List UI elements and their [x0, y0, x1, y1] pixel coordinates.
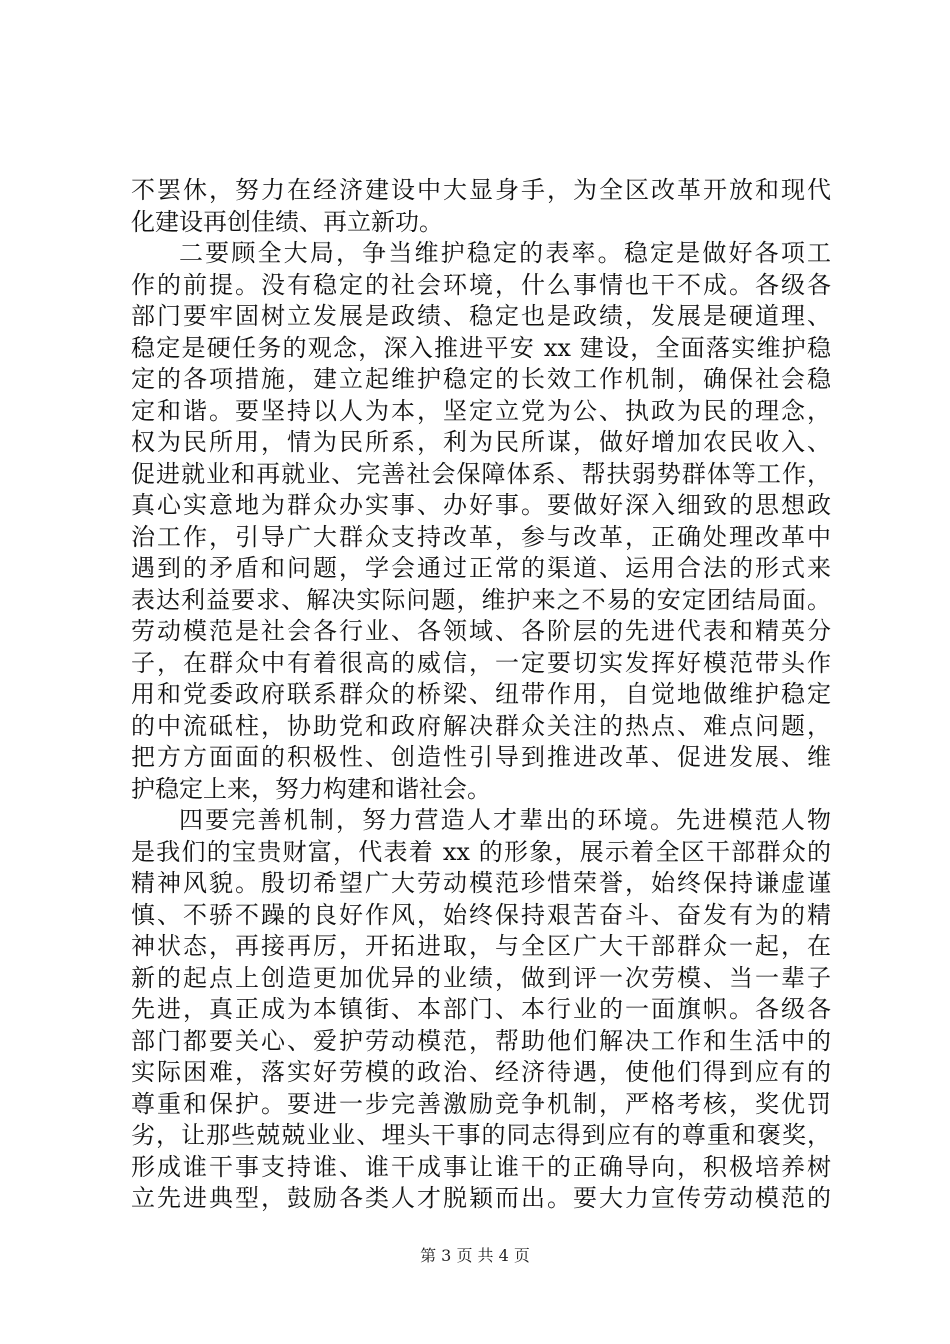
text-line: 的中流砥柱，协助党和政府解决群众关注的热点、难点问题，: [131, 711, 831, 740]
text-line: 形成谁干事支持谁、谁干成事让谁干的正确导向，积极培养树: [131, 1152, 831, 1181]
text-line: 精神风貌。殷切希望广大劳动模范珍惜荣誉，始终保持谦虚谨: [131, 869, 831, 897]
text-line: 部门要牢固树立发展是政绩、稳定也是政绩，发展是硬道理、: [131, 302, 831, 330]
text-line: 定和谐。要坚持以人为本，坚定立党为公、执政为民的理念，: [131, 396, 831, 425]
text-line: 立先进典型，鼓励各类人才脱颖而出。要大力宣传劳动模范的: [131, 1184, 831, 1212]
text-line: 新的起点上创造更加优异的业绩，做到评一次劳模、当一辈子: [131, 963, 831, 992]
text-line: 表达利益要求、解决实际问题，维护来之不易的安定团结局面。: [131, 585, 831, 614]
page-footer: [0, 1246, 950, 1266]
text-line: 用和党委政府联系群众的桥梁、纽带作用，自觉地做维护稳定: [131, 680, 831, 708]
text-line: 把方方面面的积极性、创造性引导到推进改革、促进发展、维: [131, 743, 831, 771]
text-line: 尊重和保护。要进一步完善激励竞争机制，严格考核，奖优罚: [131, 1089, 831, 1118]
text-line: 劳动模范是社会各行业、各领域、各阶层的先进代表和精英分: [131, 617, 831, 645]
text-line: 权为民所用，情为民所系，利为民所谋，做好增加农民收入、: [131, 428, 831, 456]
text-line: 劣，让那些兢兢业业、埋头干事的同志得到应有的尊重和褒奖，: [131, 1121, 831, 1149]
text-line: 神状态，再接再厉，开拓进取，与全区广大干部群众一起，在: [131, 932, 831, 960]
text-line: 实际困难，落实好劳模的政治、经济待遇，使他们得到应有的: [131, 1058, 831, 1086]
text-line: 遇到的矛盾和问题，学会通过正常的渠道、运用合法的形式来: [131, 554, 831, 582]
text-line: 部门都要关心、爱护劳动模范，帮助他们解决工作和生活中的: [131, 1026, 831, 1055]
text-line: 慎、不骄不躁的良好作风，始终保持艰苦奋斗、奋发有为的精: [131, 900, 831, 929]
text-line: 促进就业和再就业、完善社会保障体系、帮扶弱势群体等工作，: [131, 459, 831, 488]
paragraph-start-line: 二要顾全大局，争当维护稳定的表率。稳定是做好各项工: [179, 239, 831, 267]
page-number-label: 第 3 页 共 4 页: [420, 1246, 530, 1265]
paragraph-start-line: 四要完善机制，努力营造人才辈出的环境。先进模范人物: [179, 806, 831, 834]
text-line: 先进，真正成为本镇街、本部门、本行业的一面旗帜。各级各: [131, 995, 831, 1023]
text-line: 稳定是硬任务的观念，深入推进平安 xx 建设，全面落实维护稳: [131, 333, 831, 362]
body-text: [131, 175, 831, 1215]
text-line: 定的各项措施，建立起维护稳定的长效工作机制，确保社会稳: [131, 365, 831, 393]
text-line: 不罢休，努力在经济建设中大显身手，为全区改革开放和现代: [131, 176, 831, 204]
text-line: 治工作，引导广大群众支持改革，参与改革，正确处理改革中: [131, 522, 831, 551]
text-line: 作的前提。没有稳定的社会环境，什么事情也干不成。各级各: [131, 270, 831, 299]
text-line: 子，在群众中有着很高的威信，一定要切实发挥好模范带头作: [131, 648, 831, 677]
text-line: 护稳定上来，努力构建和谐社会。: [131, 774, 491, 803]
text-line: 是我们的宝贵财富，代表着 xx 的形象，展示着全区干部群众的: [131, 837, 831, 866]
text-line: 真心实意地为群众办实事、办好事。要做好深入细致的思想政: [131, 491, 831, 519]
text-line: 化建设再创佳绩、再立新功。: [131, 207, 443, 236]
